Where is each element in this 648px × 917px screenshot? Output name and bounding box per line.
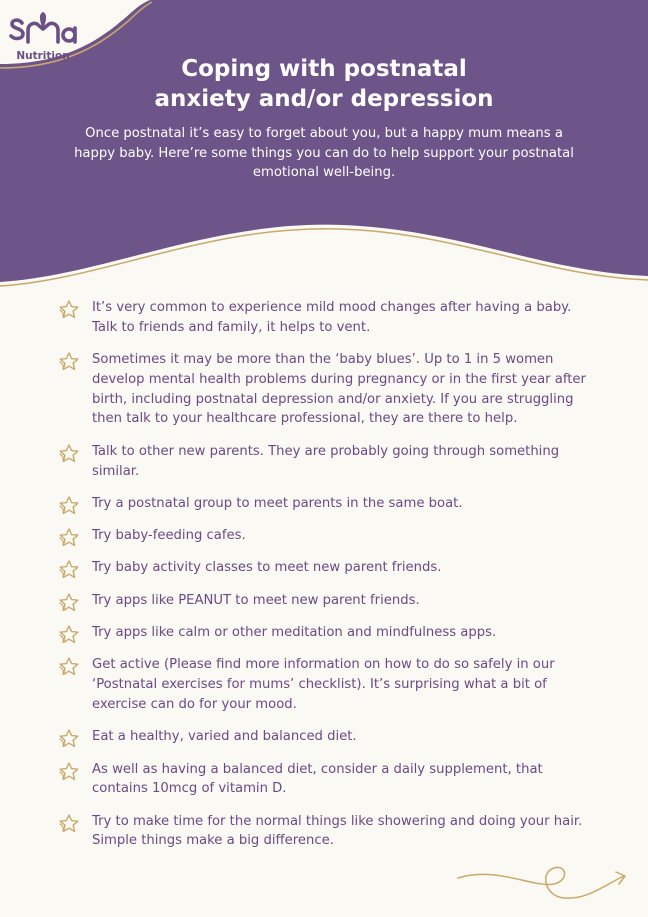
logo-sub-label: Nutrition	[16, 50, 70, 62]
tip-text: Try baby activity classes to meet new parent friends.	[92, 560, 442, 576]
tip-text: It’s very common to experience mild mood changes after having a baby. Talk to friends and family, it helps to vent.	[92, 300, 572, 335]
star-outline-icon	[58, 559, 80, 579]
star-outline-icon	[58, 351, 80, 371]
tip-item	[58, 623, 598, 643]
title-line-2: anxiety and/or depression	[154, 86, 494, 112]
sma-logo-mark	[8, 8, 78, 46]
tip-item	[58, 727, 598, 747]
tip-item	[58, 298, 598, 338]
tip-item	[58, 442, 598, 482]
decorative-swirl-arrow-icon	[456, 858, 634, 902]
tip-text: Sometimes it may be more than the ‘baby blues’. Up to 1 in 5 women develop mental health problems during pregnancy or in the first year after birth, including postnatal depression and/or anxiety. If you are struggling then talk to your healthcare professional, they are there to help.	[92, 352, 586, 427]
tip-text: Get active (Please find more information on how to do so safely in our ‘Postnatal exercises for mums’ checklist). It’s surprising what a bit of exercise can do for your mood.	[92, 657, 555, 712]
star-outline-icon	[58, 495, 80, 515]
star-outline-icon	[58, 443, 80, 463]
star-outline-icon	[58, 527, 80, 547]
tip-item	[58, 526, 598, 546]
tip-text: Eat a healthy, varied and balanced diet.	[92, 729, 357, 745]
tip-item	[58, 558, 598, 578]
star-outline-icon	[58, 299, 80, 319]
tip-item	[58, 350, 598, 429]
tip-text: Try a postnatal group to meet parents in the same boat.	[92, 495, 463, 511]
page-title	[0, 54, 648, 114]
tip-text: Try baby-feeding cafes.	[92, 528, 246, 544]
star-outline-icon	[58, 761, 80, 781]
tip-text: Talk to other new parents. They are probably going through something similar.	[92, 443, 560, 479]
tip-item	[58, 812, 598, 852]
star-outline-icon	[58, 624, 80, 644]
tip-text: Try apps like calm or other meditation and mindfulness apps.	[92, 625, 497, 641]
tip-text: Try to make time for the normal things like showering and doing your hair. Simple things make a big difference.	[92, 813, 583, 849]
star-outline-icon	[58, 728, 80, 748]
star-outline-icon	[58, 592, 80, 612]
tip-item	[58, 494, 598, 514]
title-line-1: Coping with postnatal	[181, 56, 467, 82]
tip-item	[58, 760, 598, 800]
tip-text: As well as having a balanced diet, consider a daily supplement, that contains 10mcg of vitamin D.	[92, 761, 543, 797]
star-outline-icon	[58, 656, 80, 676]
tip-item	[58, 655, 598, 714]
tip-text: Try apps like PEANUT to meet new parent friends.	[92, 592, 420, 608]
star-outline-icon	[58, 813, 80, 833]
intro-paragraph: Once postnatal it’s easy to forget about you, but a happy mum means a happy baby. Here’re some things you can do to help support your postnatal emotional well-being.	[74, 126, 574, 180]
tip-item	[58, 591, 598, 611]
tips-list	[58, 298, 598, 864]
